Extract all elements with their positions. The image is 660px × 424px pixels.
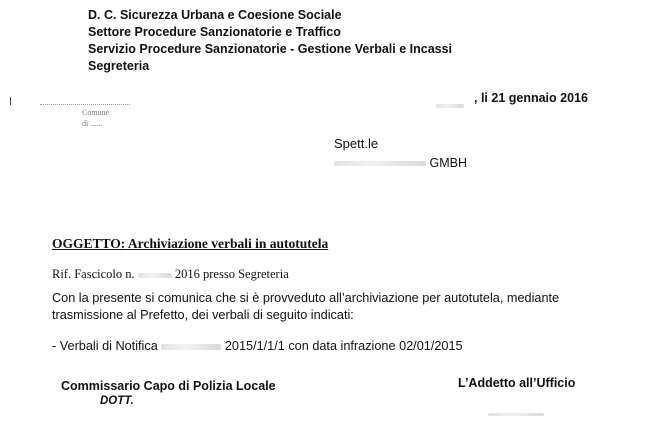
redacted-verbale-number — [161, 344, 221, 350]
reference-suffix: 2016 presso Segreteria — [174, 267, 289, 281]
signature-right-title: L’Addetto all’Ufficio — [458, 376, 576, 390]
stamp-rule — [40, 104, 130, 105]
subject-text: Archiviazione verbali in autotutela — [127, 236, 329, 251]
file-reference — [52, 267, 289, 282]
redacted-recipient — [334, 161, 426, 166]
subject-label: OGGETTO: — [52, 236, 126, 251]
signature-scribble — [488, 406, 548, 424]
protocol-stamp — [82, 107, 109, 129]
header-service: Servizio Procedure Sanzionatorie - Gestione Verbali e Incassi — [88, 42, 453, 56]
signature-left-name: DOTT. — [100, 395, 134, 407]
recipient-name — [334, 156, 467, 170]
recipient-company-suffix: GMBH — [429, 156, 467, 170]
redacted-place — [436, 97, 466, 115]
header-office: Segreteria — [88, 59, 150, 73]
recipient-salutation: Spett.le — [334, 136, 379, 151]
date-line: , li 21 gennaio 2016 — [474, 91, 588, 105]
list-suffix: 2015/1/1/1 con data infrazione 02/01/2015 — [224, 339, 463, 353]
body-line-1: Con la presente si comunica che si è provveduto all’archiviazione per autotutela, mediante — [52, 291, 560, 305]
stamp-line-di: di ...... — [82, 119, 103, 128]
header-department: D. C. Sicurezza Urbana e Coesione Sociale — [88, 8, 342, 22]
margin-mark — [10, 97, 15, 105]
header-sector: Settore Procedure Sanzionatorie e Traffico — [88, 25, 341, 39]
redacted-file-number — [138, 273, 172, 278]
list-item-verbale — [52, 339, 463, 353]
signature-left-title: Commissario Capo di Polizia Locale — [61, 379, 276, 393]
stamp-line-comune: Comune — [82, 108, 110, 117]
body-line-2: trasmissione al Prefetto, dei verbali di seguito indicati: — [52, 308, 354, 322]
list-prefix: - Verbali di Notifica — [52, 339, 158, 353]
subject-line — [52, 236, 328, 252]
reference-prefix: Rif. Fascicolo n. — [52, 267, 135, 281]
